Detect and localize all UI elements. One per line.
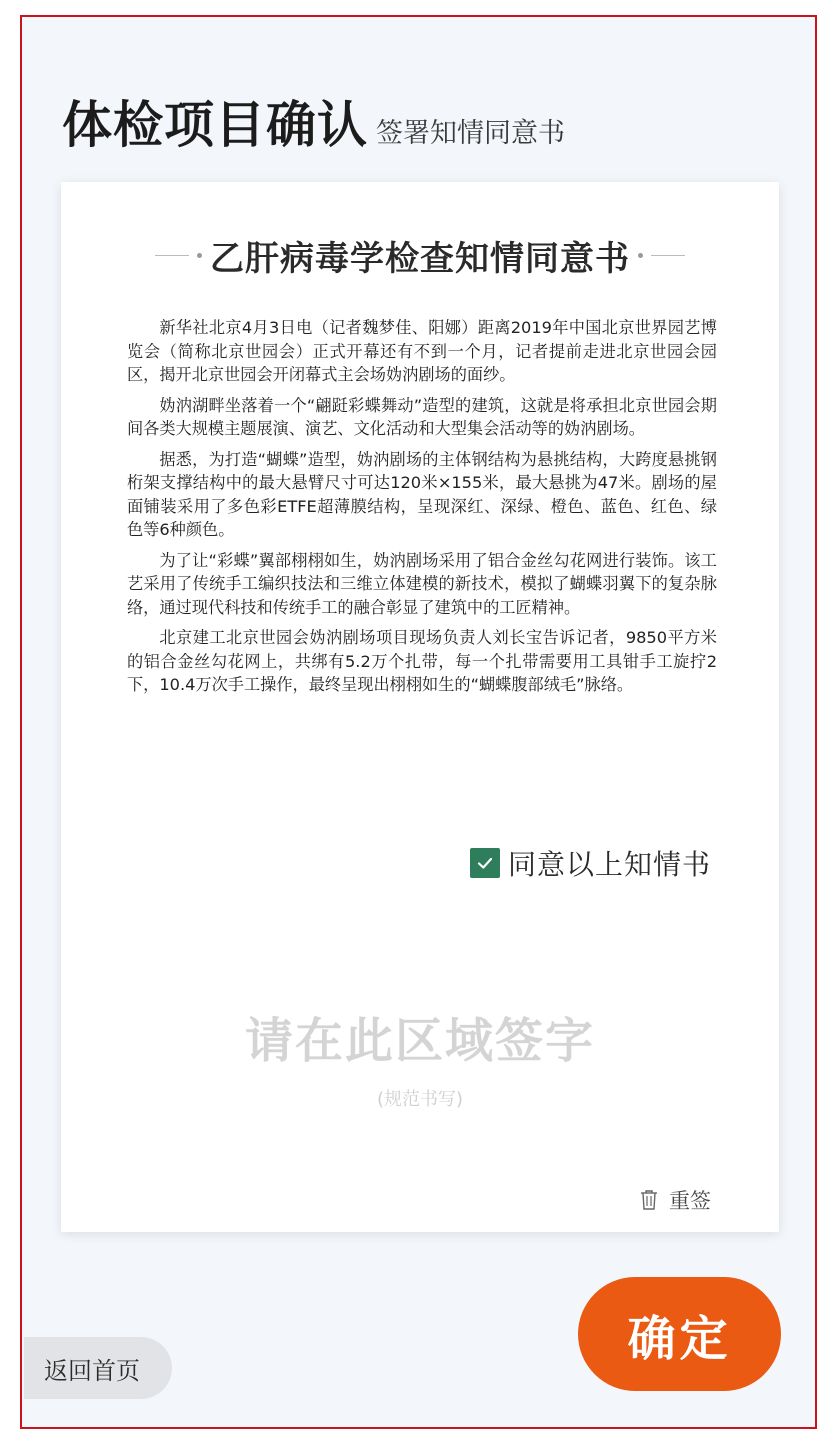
home-button[interactable]: 返回首页 — [24, 1337, 172, 1399]
resign-label: 重签 — [669, 1189, 711, 1213]
document-body[interactable] — [127, 316, 717, 704]
page-subtitle: 签署知情同意书 — [376, 118, 565, 149]
document-title-row — [61, 230, 779, 280]
agree-checkbox[interactable] — [470, 848, 500, 878]
confirm-button[interactable]: 确定 — [578, 1277, 781, 1391]
agree-label: 同意以上知情书 — [508, 848, 712, 881]
document-paragraph: 为了让“彩蝶”翼部栩栩如生，妫汭剧场采用了铝合金丝勾花网进行装饰。该工艺采用了传统手工编织技法和三维立体建模的新技术，模拟了蝴蝶羽翼下的复杂脉络，通过现代科技和传统手工的融合彰显了建筑中的工匠精神。 — [127, 550, 717, 617]
title-divider-left — [155, 255, 189, 256]
title-dot-right — [638, 253, 643, 258]
consent-card — [61, 182, 779, 1232]
screen-frame — [20, 15, 817, 1429]
document-paragraph: 北京建工北京世园会妫汭剧场项目现场负责人刘长宝告诉记者，9850平方米的铝合金丝勾花网上，共绑有5.2万个扎带，每一个扎带需要用工具钳手工旋拧2下，10.4万次手工操作，最终呈现出栩栩如生的“蝴蝶腹部绒毛”脉络。 — [127, 628, 717, 694]
agree-checkbox-row[interactable] — [470, 843, 711, 883]
page-title: 体检项目确认 — [62, 96, 368, 154]
signature-sub-hint: (规范书写) — [376, 1089, 464, 1110]
signature-pad[interactable] — [61, 952, 779, 1152]
check-icon — [475, 853, 495, 873]
document-paragraph: 妫汭湖畔坐落着一个“翩跹彩蝶舞动”造型的建筑，这就是将承担北京世园会期间各类大规模主题展演、演艺、文化活动和大型集会活动等的妫汭剧场。 — [127, 395, 717, 438]
title-dot-left — [197, 253, 202, 258]
resign-button[interactable] — [639, 1185, 711, 1215]
trash-icon — [639, 1189, 659, 1211]
page-header — [62, 85, 565, 157]
document-paragraph: 新华社北京4月3日电（记者魏梦佳、阳娜）距离2019年中国北京世界园艺博览会（简称北京世园会）正式开幕还有不到一个月，记者提前走进北京世园会园区，揭开北京世园会开闭幕式主会场妫汭剧场的面纱。 — [127, 318, 717, 384]
document-paragraph: 据悉，为打造“蝴蝶”造型，妫汭剧场的主体钢结构为悬挑结构，大跨度悬挑钢桁架支撑结构中的最大悬臂尺寸可达120米×155米，最大悬挑为47米。剧场的屋面铺装采用了多色彩ETFE超薄膜结构，呈现深红、深绿、橙色、蓝色、红色、绿色等6种颜色。 — [127, 449, 717, 539]
document-title: 乙肝病毒学检查知情同意书 — [210, 238, 630, 279]
title-divider-right — [651, 255, 685, 256]
signature-hint: 请在此区域签字 — [244, 1013, 595, 1069]
